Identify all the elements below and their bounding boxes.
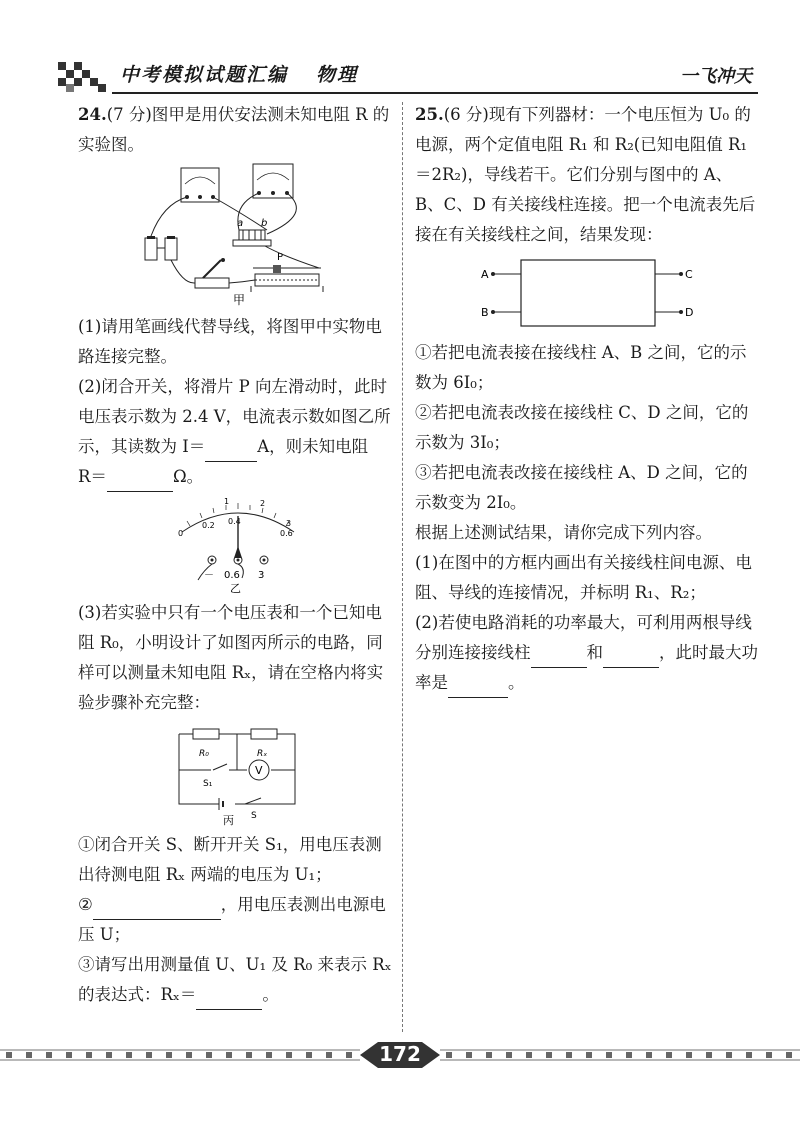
- answer-blank-resistance[interactable]: [107, 471, 173, 492]
- brand-label: 一飞冲天: [680, 66, 752, 87]
- figure-yi-ammeter: [168, 496, 308, 594]
- q25-part1: (1)在图中的方框内画出有关接线柱间电源、电阻、导线的连接情况，并标明 R₁、R₂；: [415, 553, 752, 602]
- terminal-a: A: [480, 268, 489, 281]
- q24-part1: (1)请用笔画线代替导线，将图甲中实物电路连接完整。: [78, 317, 382, 366]
- question-24: [78, 100, 398, 1010]
- answer-blank-step2[interactable]: [93, 899, 221, 920]
- voltmeter-v: V: [255, 764, 263, 777]
- knife-switch: [195, 258, 229, 288]
- fig-jia-caption: 甲: [233, 293, 246, 307]
- q25-number: 25.: [415, 105, 444, 124]
- resistor-r: [233, 230, 271, 246]
- q24-step2: ② ，用电压表测出电源电压 U；: [78, 895, 386, 944]
- scale-0-6: 0.6: [280, 529, 293, 538]
- terminal-3: 3: [258, 570, 265, 581]
- label-rx: Rₓ: [257, 749, 268, 759]
- label-p: P: [277, 252, 284, 263]
- terminal-box-figure: [480, 254, 693, 334]
- q24-part2: (2)闭合开关，将滑片 P 向左滑动时，此时电压表示数为 2.4 V，电流表示数如图乙所示，其读数为 I＝ A，则未知电阻 R＝ Ω。: [78, 372, 398, 492]
- q25-intro: 25.(6 分)现有下列器材：一个电压恒为 U₀ 的电源，两个定值电阻 R₁ 和 R₂(已知电阻值 R₁＝2R₂)，导线若干。它们分别与图中的 A、B、C、D 有关接线柱连接。把一个电流表先后接在有关接线柱之间，结果发现：: [415, 105, 756, 244]
- book-title: 中考模拟试题汇编 物理: [120, 64, 359, 86]
- scale-1: 1: [224, 497, 230, 506]
- rheostat: [251, 265, 323, 292]
- scale-0-4: 0.4: [228, 517, 241, 526]
- page-number: 172: [379, 1042, 421, 1066]
- label-b: b: [261, 218, 268, 229]
- label-a: a: [237, 218, 244, 229]
- scale-0-2: 0.2: [202, 521, 215, 530]
- label-s1: S₁: [203, 779, 213, 789]
- terminal-d: D: [684, 306, 693, 319]
- scale-0: 0: [178, 529, 184, 538]
- terminal-0-6: 0.6: [224, 570, 240, 581]
- label-s: S: [251, 811, 257, 821]
- terminal-b: B: [480, 306, 489, 319]
- voltmeter-device: [253, 164, 293, 198]
- column-divider: [402, 102, 403, 1032]
- q25-obs2: ②若把电流表改接在接线柱 C、D 之间，它的示数为 3I₀；: [415, 403, 749, 452]
- q24-intro: 24.(7 分)图甲是用伏安法测未知电阻 R 的实验图。: [78, 105, 390, 154]
- terminal-minus: －: [204, 570, 214, 581]
- answer-blank-terminal-2[interactable]: [603, 647, 659, 668]
- q24-number: 24.: [78, 105, 107, 124]
- resistor-r0: [193, 729, 219, 739]
- fig-yi-caption: 乙: [230, 582, 241, 595]
- answer-blank-terminal-1[interactable]: [531, 647, 587, 668]
- page-header: [0, 0, 800, 100]
- q25-obs3: ③若把电流表改接在接线柱 A、D 之间，它的示数变为 2I₀。: [415, 463, 748, 512]
- figure-jia: [143, 164, 333, 306]
- q24-part3: (3)若实验中只有一个电压表和一个已知电阻 R₀，小明设计了如图丙所示的电路，同样可以测量未知电阻 Rₓ，请在空格内将实验步骤补充完整：: [78, 603, 384, 712]
- q24-step3: ③请写出用测量值 U、U₁ 及 R₀ 来表示 Rₓ 的表达式：Rₓ＝ 。: [78, 950, 398, 1010]
- q25-task: 根据上述测试结果，请你完成下列内容。: [415, 523, 712, 542]
- checker-logo-icon: [58, 62, 114, 92]
- answer-blank-current[interactable]: [205, 441, 257, 462]
- terminal-c: C: [684, 268, 693, 281]
- scale-3: 3: [286, 519, 292, 528]
- figure-bing: [173, 722, 303, 826]
- subject-label: 物理: [316, 64, 359, 86]
- question-25: [415, 100, 760, 698]
- header-rule: [112, 92, 758, 94]
- q24-step1: ①闭合开关 S、断开开关 S₁，用电压表测出待测电阻 Rₓ 两端的电压为 U₁；: [78, 835, 382, 884]
- answer-blank-rx-expression[interactable]: [196, 989, 262, 1010]
- q25-obs1: ①若把电流表接在接线柱 A、B 之间，它的示数为 6I₀；: [415, 343, 747, 392]
- fig-bing-caption: 丙: [223, 814, 234, 827]
- answer-blank-max-power[interactable]: [448, 677, 508, 698]
- black-box: [521, 260, 655, 326]
- q25-part2: (2)若使电路消耗的功率最大，可利用两根导线分别连接接线柱 和 ，此时最大功率是 。: [415, 608, 760, 698]
- scale-2: 2: [260, 499, 266, 508]
- label-r0: R₀: [199, 749, 209, 759]
- resistor-rx: [251, 729, 277, 739]
